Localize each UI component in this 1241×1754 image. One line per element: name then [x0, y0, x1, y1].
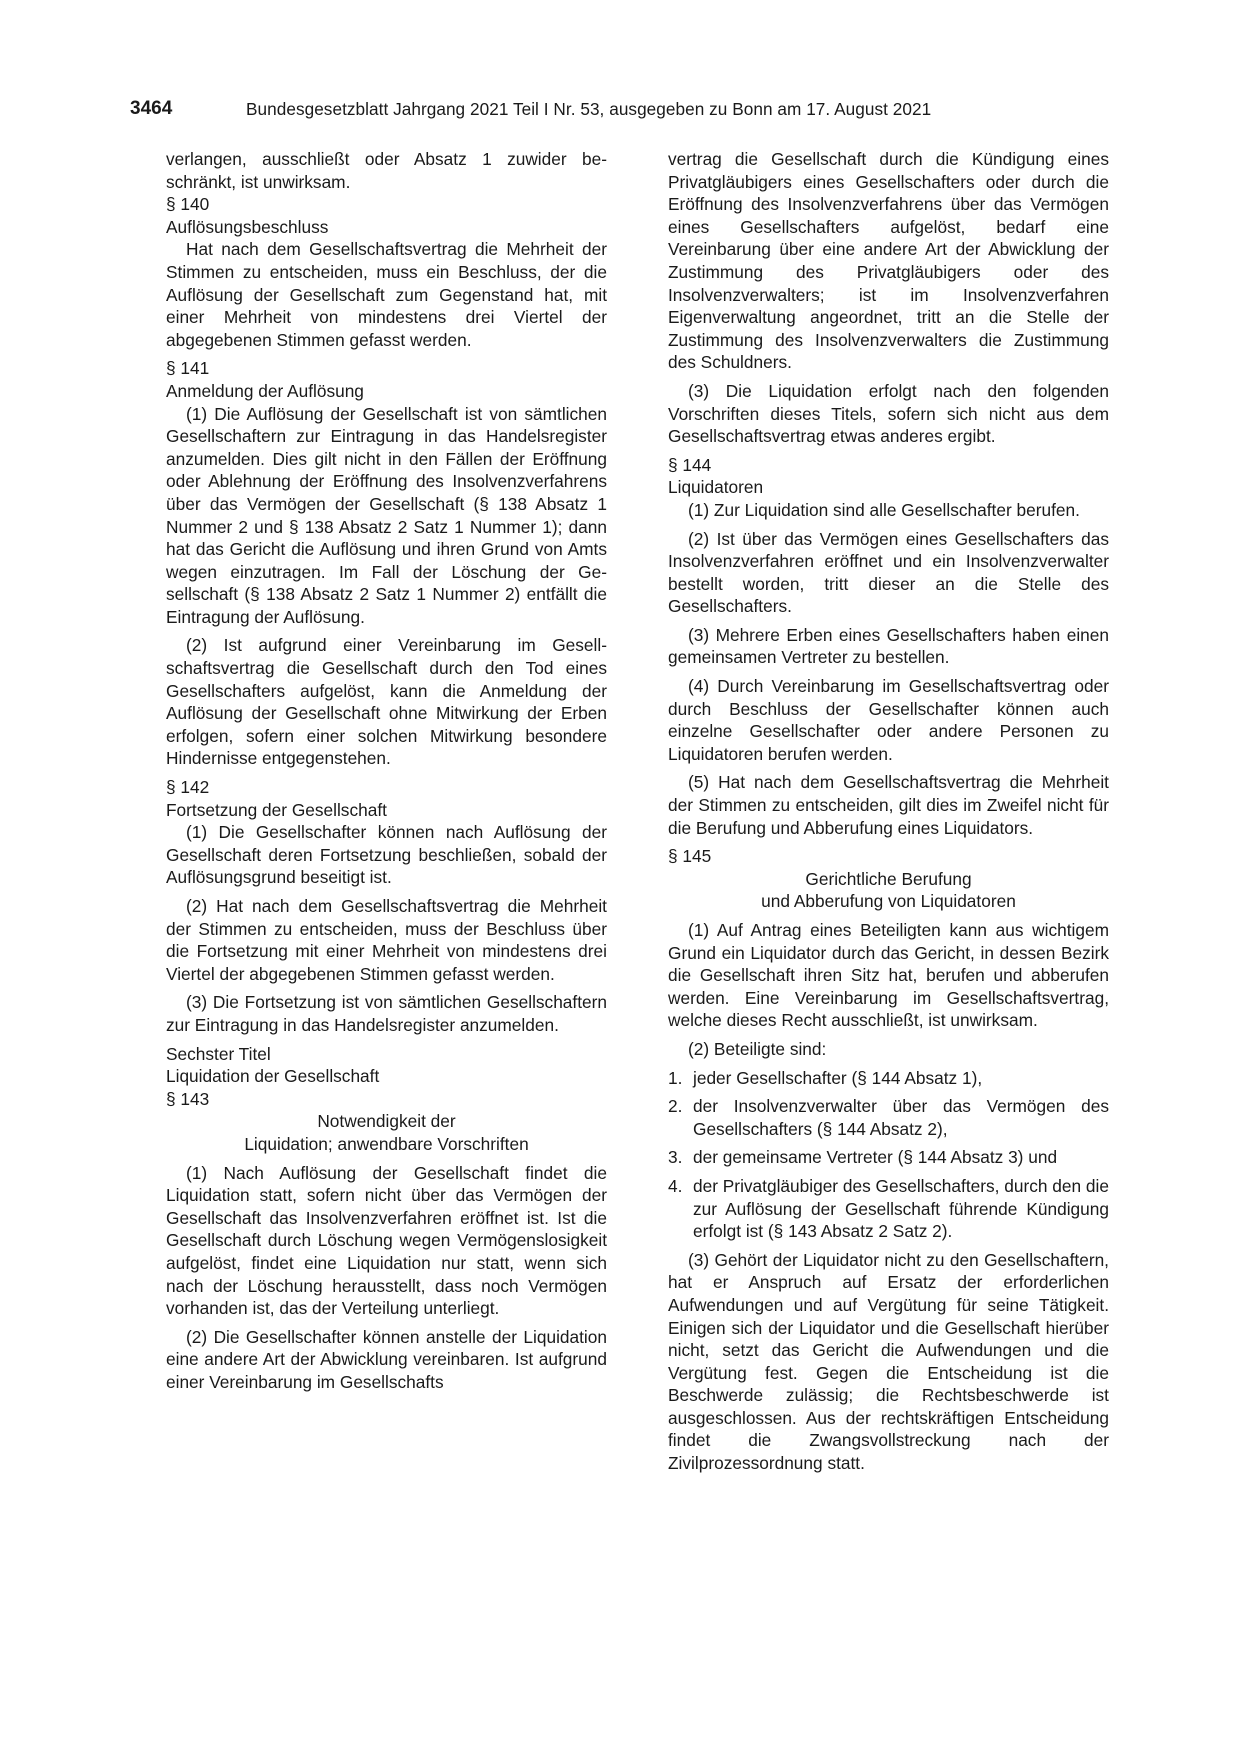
- section-140-paragraph: Hat nach dem Gesellschaftsvertrag die Mehrheit der Stimmen zu entscheiden, muss ein Beschluss, der die Auflösung der Gesellschaft zum Gegenstand hat, mit einer Mehrheit von mindestens drei Viertel der abgegebenen Stimmen gefasst werden.: [166, 239, 607, 350]
- beteiligte-list: [668, 1067, 1109, 1243]
- section-143-paragraph-2: (2) Die Gesellschafter können anstelle der Liquidation eine andere Art der Abwicklung vereinbaren. Ist aufgrund einer Vereinbarung im Gesellschafts: [166, 1326, 607, 1392]
- section-142-paragraph-1: (1) Die Gesellschafter können nach Auflösung der Gesellschaft deren Fortsetzung beschließen, sobald der Auflösungsgrund beseitigt ist.: [166, 822, 607, 888]
- list-item-text: jeder Gesellschafter (§ 144 Absatz 1),: [693, 1067, 983, 1088]
- section-143-paragraph-2-continued: vertrag die Gesellschaft durch die Kündigung eines Privatgläubigers eines Gesellschafters oder durch die Eröffnung des Insolvenzverfahrens über das Vermögen eines Gesellschafters aufgelöst, bedarf eine Vereinbarung über eine andere Art der Abwicklung der Zustimmung des Privatgläubigers oder des Insolvenzverwalters; ist im Insolvenzverfahren Eigenverwaltung angeordnet, tritt an die Stelle der Zustimmung des Insolvenzverwalters die Zustimmung des Schuldners.: [668, 149, 1109, 373]
- section-144-paragraph-1: (1) Zur Liquidation sind alle Gesellschafter berufen.: [688, 499, 1080, 520]
- section-141-paragraph-2: (2) Ist aufgrund einer Vereinbarung im Gesellschaftsvertrag die Gesellschaft durch den Tod eines Gesellschafters aufgelöst, kann die Anmeldung der Auflösung der Gesellschaft ohne Mitwirkung der Erben erfolgen, sofern einer solchen Mitwirkung besondere Hindernisse entgegenstehen.: [166, 635, 607, 769]
- list-item-number: 2.: [668, 1096, 683, 1117]
- section-144-title: Liquidatoren: [668, 477, 764, 498]
- section-143-title-line-2: Liquidation; anwendbare Vorschriften: [244, 1133, 529, 1154]
- list-item: [668, 1095, 1109, 1140]
- section-143-paragraph-1: (1) Nach Auflösung der Gesellschaft findet die Liquidation statt, sofern nicht über das Vermögen der Gesellschaft das Insolvenzverfahren eröffnet ist. Ist die Gesellschaft durch Löschung wegen Vermögenslosigkeit aufgelöst, findet eine Liquidation nur statt, wenn sich nach der Löschung herausstellt, dass noch Vermögen vorhanden ist, das der Verteilung unterliegt.: [166, 1162, 607, 1319]
- section-143-title-line-1: Notwendigkeit der: [317, 1111, 456, 1132]
- section-144-paragraph-3: (3) Mehrere Erben eines Gesellschafters haben einen gemeinsamen Vertreter zu bestellen.: [668, 624, 1109, 668]
- section-145-paragraph-2: (2) Beteiligte sind:: [688, 1038, 827, 1059]
- page-number: 3464: [130, 98, 173, 119]
- list-item: [668, 1067, 1109, 1090]
- list-item-text: der Insolvenzverwalter über das Vermögen des Gesellschafters (§ 144 Absatz 2),: [693, 1096, 1109, 1139]
- section-145-title: [668, 868, 1109, 913]
- list-item-number: 3.: [668, 1147, 683, 1168]
- section-145-title-line-2: und Abberufung von Liquidatoren: [761, 891, 1016, 912]
- section-140-title: Auflösungsbeschluss: [166, 216, 329, 237]
- list-item: [668, 1146, 1109, 1169]
- list-item-text: der Privatgläubiger des Gesellschafters, durch den die zur Auflösung der Gesellschaft führende Kündigung erfolgt ist (§ 143 Absatz 2 Satz 2).: [693, 1175, 1109, 1242]
- section-145-number: § 145: [668, 846, 712, 867]
- gazette-title: Bundesgesetzblatt Jahrgang 2021 Teil I Nr. 53, ausgegeben zu Bonn am 17. August 2021: [246, 99, 932, 119]
- section-143-title: [166, 1110, 607, 1155]
- list-item: [668, 1175, 1109, 1243]
- title-name: Liquidation der Gesellschaft: [166, 1066, 380, 1087]
- list-item-number: 4.: [668, 1175, 683, 1196]
- section-140-number: § 140: [166, 194, 210, 215]
- section-141-number: § 141: [166, 358, 210, 379]
- title-label: Sechster Titel: [166, 1043, 271, 1064]
- section-143-number: § 143: [166, 1088, 210, 1109]
- section-143-paragraph-3: (3) Die Liquidation erfolgt nach den folgenden Vorschriften dieses Titels, sofern sich nicht aus dem Gesellschaftsvertrag etwas anderes ergibt.: [668, 380, 1109, 447]
- page-header: [130, 98, 1110, 124]
- section-141-title: Anmeldung der Auflösung: [166, 380, 364, 401]
- section-144-paragraph-5: (5) Hat nach dem Gesellschaftsvertrag die Mehrheit der Stimmen zu entscheiden, gilt dies im Zweifel nicht für die Berufung und Abberufung eines Liquidators.: [668, 772, 1109, 838]
- section-145-paragraph-3: (3) Gehört der Liquidator nicht zu den Gesellschaftern, hat er Anspruch auf Ersatz der erforderlichen Aufwendungen und auf Vergütung für seine Tätigkeit. Einigen sich der Liquidator und die Gesellschaft hierüber nicht, setzt das Gericht die Aufwendungen und die Vergütung fest. Gegen die Entscheidung ist die Beschwerde zulässig; die Rechtsbeschwerde ist ausgeschlossen. Aus der rechtskräftigen Entscheidung findet die Zwangsvollstreckung nach der Zivilprozessordnung statt.: [668, 1249, 1109, 1474]
- list-item-text: der gemeinsame Vertreter (§ 144 Absatz 3) und: [693, 1147, 1058, 1168]
- section-144-paragraph-2: (2) Ist über das Vermögen eines Gesellschafters das Insolvenzverfahren eröffnet und ein Insolvenzverwalter bestellt worden, tritt dieser an die Stelle des Gesellschafters.: [668, 528, 1109, 617]
- right-column: [668, 148, 1109, 1475]
- left-column: [166, 148, 607, 1393]
- section-141-paragraph-1: (1) Die Auflösung der Gesellschaft ist von sämtlichen Gesellschaftern zur Eintragung in das Handelsregister anzumelden. Dies gilt nicht in den Fällen der Eröffnung oder Ablehnung der Eröffnung des Insolvenzverfahrens über das Vermögen der Gesellschaft (§ 138 Absatz 1 Nummer 2 und § 138 Absatz 2 Satz 1 Nummer 1); dann hat das Gericht die Auflösung und ihren Grund von Amts wegen einzutragen. Im Fall der Löschung der Gesellschaft (§ 138 Absatz 2 Satz 1 Nummer 2) entfällt die Eintragung der Auflösung.: [166, 403, 607, 627]
- section-142-paragraph-2: (2) Hat nach dem Gesellschaftsvertrag die Mehrheit der Stimmen zu entscheiden, muss der Beschluss über die Fortsetzung mit einer Mehrheit von mindestens drei Viertel der abgegebenen Stimmen gefasst werden.: [166, 896, 607, 984]
- section-144-number: § 144: [668, 454, 712, 475]
- section-142-paragraph-3: (3) Die Fortsetzung ist von sämtlichen Gesellschaftern zur Eintragung in das Handelsregister anzumelden.: [166, 992, 607, 1035]
- section-144-paragraph-4: (4) Durch Vereinbarung im Gesellschaftsvertrag oder durch Beschluss der Gesellschafter können auch einzelne Gesellschafter oder andere Personen zu Liquidatoren berufen werden.: [668, 676, 1109, 764]
- section-145-title-line-1: Gerichtliche Berufung: [805, 868, 972, 889]
- list-item-number: 1.: [668, 1067, 683, 1088]
- continuation-text: verlangen, ausschließt oder Absatz 1 zuwider beschränkt, ist unwirksam.: [166, 149, 607, 192]
- section-142-title: Fortsetzung der Gesellschaft: [166, 799, 387, 820]
- section-142-number: § 142: [166, 777, 210, 798]
- section-145-paragraph-1: (1) Auf Antrag eines Beteiligten kann aus wichtigem Grund ein Liquidator durch das Gericht, in dessen Bezirk die Gesellschaft ihren Sitz hat, berufen und abberufen werden. Eine Vereinbarung im Gesellschaftsvertrag, welche dieses Recht ausschließt, ist unwirksam.: [668, 920, 1109, 1031]
